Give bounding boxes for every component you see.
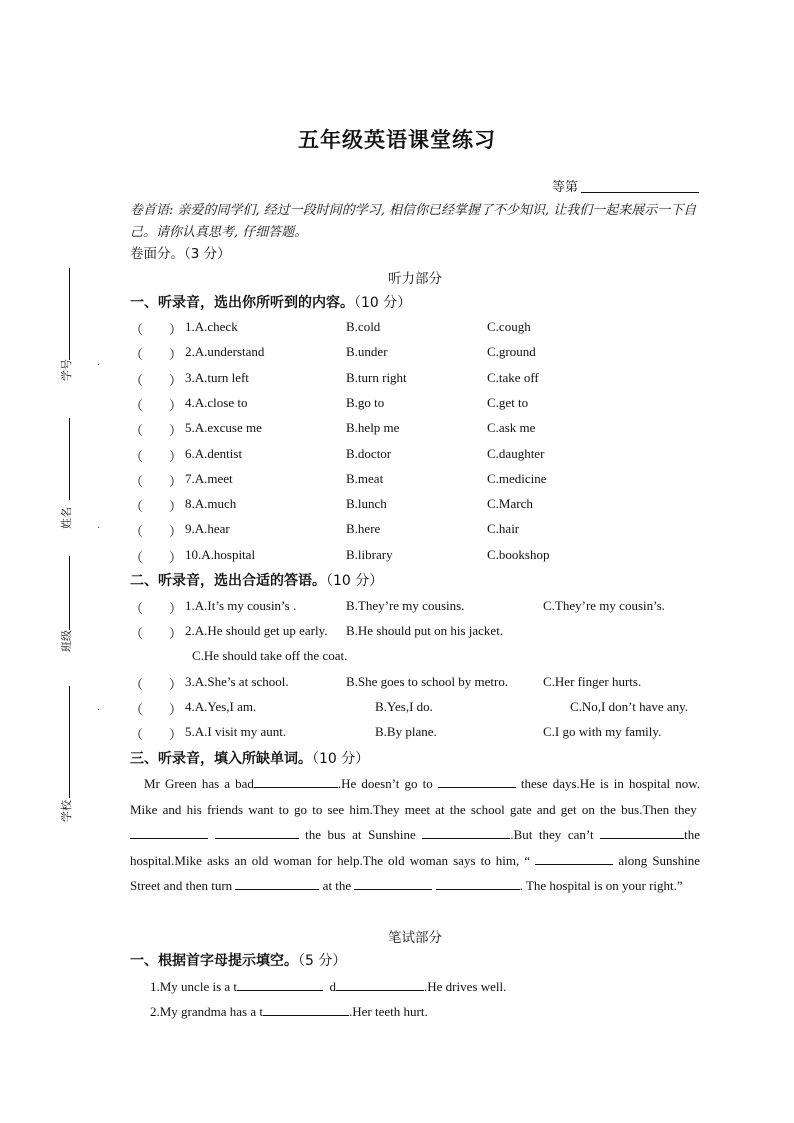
section-title: [130, 292, 411, 312]
cloze-passage: [130, 771, 700, 899]
option-b: B.turn right: [346, 369, 407, 385]
class-label: 班级: [60, 630, 73, 652]
option-b: B.cold: [346, 319, 381, 334]
section-title-text: 三、听录音，填入所缺单词。: [130, 751, 312, 767]
option-c: C.March: [487, 496, 533, 512]
answer-paren[interactable]: （ ）: [130, 423, 183, 439]
section-title-text: 一、根据首字母提示填空。: [130, 953, 298, 969]
answer-paren[interactable]: （ ）: [130, 549, 183, 565]
answer-blank[interactable]: [237, 978, 323, 991]
section-title: [130, 570, 383, 590]
option-a: 4.A.Yes,I am.: [185, 699, 257, 714]
answer-paren[interactable]: （ ）: [130, 347, 183, 363]
binding-line: [69, 556, 70, 630]
passage-text: . The hospital is on your right.”: [519, 878, 683, 893]
question-row: [130, 496, 700, 518]
option-c: C.ask me: [487, 420, 536, 436]
option-b: B.meat: [346, 470, 384, 486]
passage-text: the hospital.Mike asks an old woman for help.The old woman says to him, “: [130, 827, 701, 868]
section-title-text: 二、听录音，选出合适的答语。: [130, 573, 326, 589]
question-row: [130, 446, 700, 468]
option-a: 3.A.turn left: [185, 369, 249, 385]
passage-text: Mr Green has a bad: [144, 776, 254, 791]
option-b: B.go to: [346, 394, 385, 410]
section-title: [130, 748, 369, 768]
option-c: C.daughter: [487, 445, 545, 461]
section-title: [130, 950, 346, 970]
option-a: 3.A.She’s at school.: [185, 674, 289, 689]
option-b: B.Yes,I do.: [375, 699, 433, 714]
option-a: 5.A.I visit my aunt.: [185, 724, 287, 739]
question-row: [130, 471, 700, 493]
option-b: B.doctor: [346, 445, 392, 461]
option-b: B.lunch: [346, 496, 387, 512]
answer-paren[interactable]: （ ）: [130, 448, 183, 464]
question-row: [130, 521, 700, 543]
option-c: C.He should take off the coat.: [192, 648, 348, 663]
question-row: [130, 420, 700, 442]
fill-text: d: [329, 979, 337, 994]
fill-text: 1.My uncle is a t: [150, 979, 238, 994]
writing-heading: 笔试部分: [388, 930, 442, 946]
name-label: 姓名: [60, 507, 73, 529]
answer-blank[interactable]: [436, 877, 520, 890]
answer-blank[interactable]: [600, 826, 684, 839]
fill-item: [150, 978, 506, 995]
binding-line: [69, 686, 70, 798]
answer-paren[interactable]: （ ）: [130, 397, 183, 413]
option-c: C.cough: [487, 319, 531, 334]
answer-blank[interactable]: [254, 775, 338, 788]
listening-heading: 听力部分: [388, 271, 442, 287]
answer-blank[interactable]: [263, 1003, 349, 1016]
question-row: [130, 699, 700, 721]
option-a: 9.A.hear: [185, 521, 230, 537]
binding-dot: ·: [97, 360, 101, 371]
option-a: 4.A.close to: [185, 394, 248, 410]
option-a: 6.A.dentist: [185, 445, 243, 461]
binding-line: [69, 418, 70, 500]
option-a: 5.A.excuse me: [185, 420, 262, 436]
option-c: C.They’re my cousin’s.: [543, 598, 666, 613]
answer-paren[interactable]: （ ）: [130, 727, 183, 742]
question-row: [130, 623, 700, 645]
option-c: C.I go with my family.: [543, 724, 662, 739]
binding-dot: ·: [97, 523, 101, 534]
option-b: B.By plane.: [375, 724, 437, 739]
option-c: C.Her finger hurts.: [543, 674, 642, 689]
passage-text: at the: [322, 878, 352, 893]
grade-label: 等第: [552, 180, 579, 195]
answer-paren[interactable]: （ ）: [130, 322, 183, 337]
passage-text: .But they can’t: [510, 827, 594, 842]
fill-item: [150, 1003, 428, 1020]
school-label: 学校: [60, 800, 73, 822]
option-c: C.take off: [487, 369, 539, 385]
section-points: （10 分）: [312, 751, 370, 767]
grade-blank[interactable]: [581, 192, 699, 193]
passage-text: along Sunshine Street and then turn: [130, 852, 700, 893]
question-row: [130, 395, 700, 417]
answer-paren[interactable]: （ ）: [130, 626, 183, 641]
option-a: 2.A.He should get up early.: [185, 623, 328, 638]
binding-dot: ·: [97, 705, 101, 716]
option-b: B.here: [346, 521, 381, 537]
answer-paren[interactable]: （ ）: [130, 372, 183, 388]
answer-paren[interactable]: （ ）: [130, 499, 183, 515]
answer-blank[interactable]: [422, 826, 510, 839]
question-row: [130, 674, 700, 696]
answer-blank[interactable]: [235, 877, 319, 890]
section-points: （10 分）: [354, 295, 412, 311]
question-row: [130, 547, 700, 569]
option-b: B.He should put on his jacket.: [346, 623, 504, 638]
option-a: 1.A.check: [185, 319, 238, 334]
section-points: （10 分）: [326, 573, 384, 589]
option-b: B.library: [346, 546, 393, 562]
answer-blank[interactable]: [336, 978, 424, 991]
option-b: B.under: [346, 344, 388, 360]
option-a: 10.A.hospital: [185, 546, 256, 562]
passage-text: the bus at Sunshine: [305, 827, 416, 842]
passage-text: these days.He is in hospital now. Mike and his friends want to go to see him.They meet at the school gate and get on the bus.Then they: [130, 776, 701, 817]
option-c: C.bookshop: [487, 546, 550, 562]
passage-text: .He doesn’t go to: [337, 776, 433, 791]
page-title: 五年级英语课堂练习: [298, 128, 496, 152]
answer-paren[interactable]: （ ）: [130, 524, 183, 540]
question-row: [130, 598, 700, 620]
option-c: C.No,I don’t have any.: [570, 699, 689, 714]
option-c: C.medicine: [487, 470, 547, 486]
option-b: B.She goes to school by metro.: [346, 674, 509, 689]
question-row: [130, 319, 700, 341]
intro-text: 卷首语: 亲爱的同学们, 经过一段时间的学习, 相信你已经掌握了不少知识, 让我们一起来展示一下自己。请你认真思考, 仔细答题。: [130, 203, 697, 240]
option-c: C.ground: [487, 344, 536, 360]
answer-paren[interactable]: （ ）: [130, 677, 183, 692]
option-c: C.hair: [487, 521, 520, 537]
answer-blank[interactable]: [130, 826, 208, 839]
student-id-label: 学号: [60, 359, 73, 381]
answer-blank[interactable]: [535, 852, 613, 865]
answer-paren[interactable]: （ ）: [130, 473, 183, 489]
option-a: 2.A.understand: [185, 344, 265, 360]
question-row: [130, 724, 700, 746]
option-b: B.help me: [346, 420, 400, 436]
fill-text: 2.My grandma has a t: [150, 1004, 264, 1019]
answer-blank[interactable]: [215, 826, 299, 839]
option-c: C.get to: [487, 394, 529, 410]
option-a: 8.A.much: [185, 496, 237, 512]
question-row: [130, 370, 700, 392]
option-b: B.They’re my cousins.: [346, 598, 465, 613]
answer-paren[interactable]: （ ）: [130, 702, 183, 717]
answer-blank[interactable]: [438, 775, 516, 788]
question-row: [130, 648, 700, 670]
fill-text: .Her teeth hurt.: [349, 1004, 428, 1019]
option-a: 7.A.meet: [185, 470, 233, 486]
section-points: （5 分）: [298, 953, 347, 969]
answer-paren[interactable]: （ ）: [130, 601, 183, 616]
neatness-score: 卷面分。（3 分）: [130, 246, 231, 262]
answer-blank[interactable]: [354, 877, 432, 890]
fill-text: .He drives well.: [424, 979, 507, 994]
option-a: 1.A.It’s my cousin’s .: [185, 598, 297, 613]
section-title-text: 一、听录音，选出你所听到的内容。: [130, 295, 354, 311]
question-row: [130, 344, 700, 366]
